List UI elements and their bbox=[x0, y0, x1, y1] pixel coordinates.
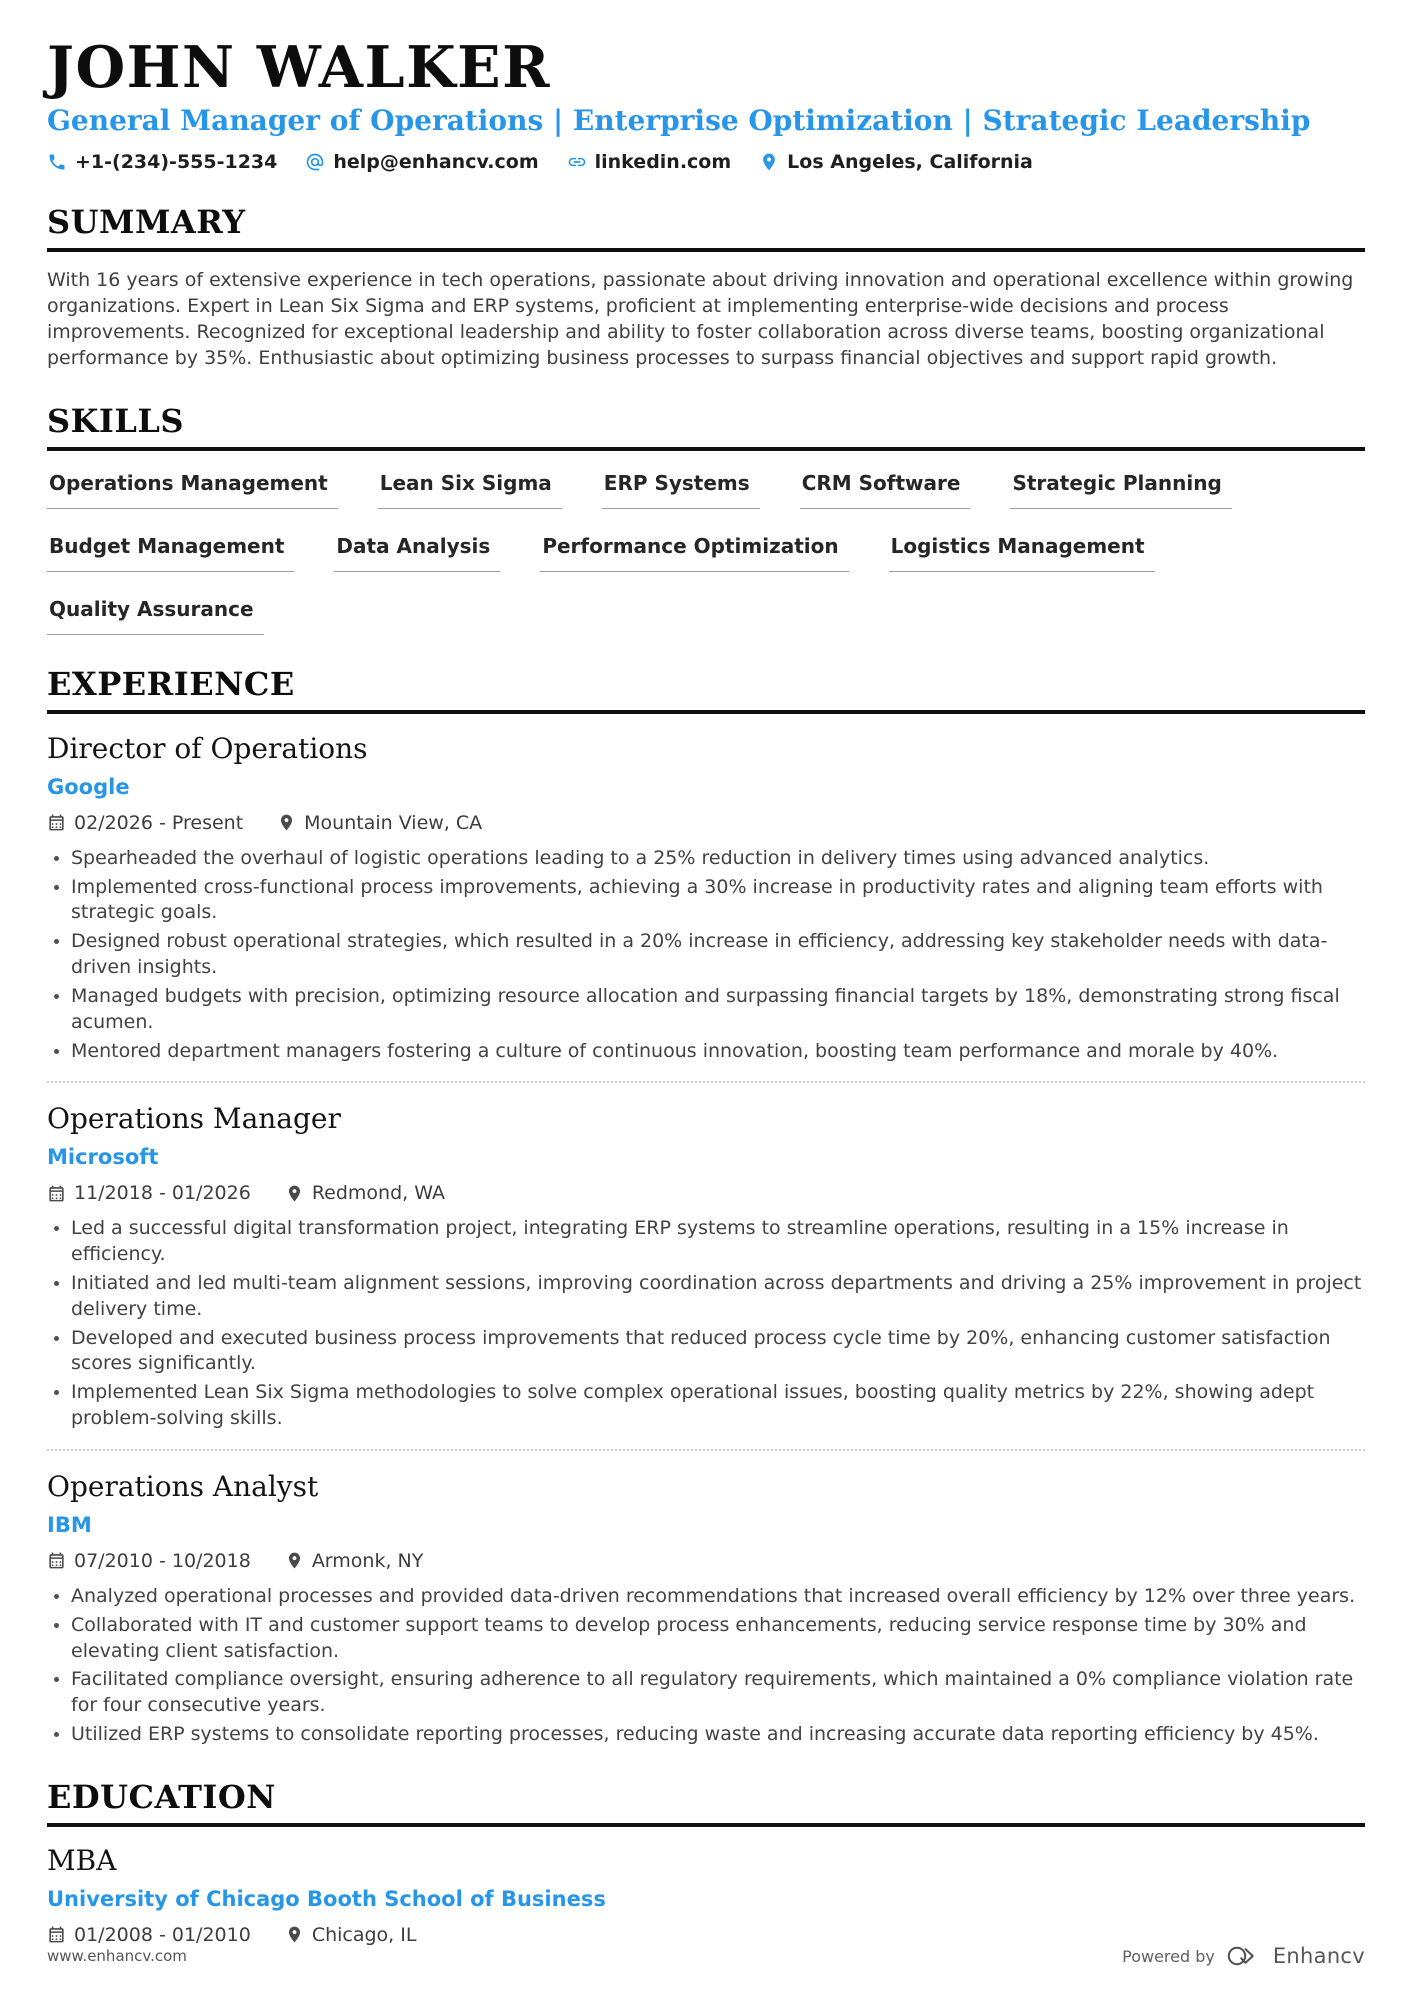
calendar-icon bbox=[47, 1184, 66, 1203]
company-name[interactable]: IBM bbox=[47, 1512, 92, 1537]
footer-site-link[interactable]: www.enhancv.com bbox=[47, 1947, 187, 1965]
job-title: Director of Operations bbox=[47, 731, 368, 765]
candidate-headline: General Manager of Operations | Enterprise Optimization | Strategic Leadership bbox=[47, 103, 1311, 137]
contact-item[interactable] bbox=[47, 151, 277, 173]
job-bullets bbox=[47, 1584, 1365, 1748]
contact-item[interactable] bbox=[305, 151, 538, 173]
job-dates-text: 02/2026 - Present bbox=[74, 811, 244, 834]
job-location-text: Redmond, WA bbox=[311, 1182, 445, 1205]
bullet-item: Facilitated compliance oversight, ensuring adherence to all regulatory requirements, which maintained a 0% compliance violation rate for four consecutive years. bbox=[47, 1667, 1365, 1719]
experience-section bbox=[47, 665, 1365, 1748]
skill-item: Logistics Management bbox=[889, 534, 1155, 572]
at-icon bbox=[305, 152, 325, 172]
bullet-item: Initiated and led multi-team alignment sessions, improving coordination across departments and driving a 25% improvement in project delivery time. bbox=[47, 1271, 1365, 1323]
job-bullets bbox=[47, 846, 1365, 1065]
job-entry bbox=[47, 1449, 1365, 1748]
skills-list bbox=[47, 471, 1365, 635]
bullet-item: Analyzed operational processes and provided data-driven recommendations that increased overall efficiency by 12% over three years. bbox=[47, 1584, 1365, 1610]
powered-by[interactable] bbox=[1122, 1943, 1365, 1969]
resume-header bbox=[47, 36, 1365, 173]
bullet-item: Designed robust operational strategies, which resulted in a 20% increase in efficiency, addressing key stakeholder needs with data-driven insights. bbox=[47, 929, 1365, 981]
job-dates bbox=[47, 1182, 251, 1204]
brand-name: Enhancv bbox=[1272, 1944, 1365, 1968]
job-dates-text: 11/2018 - 01/2026 bbox=[74, 1182, 251, 1205]
powered-by-label: Powered by bbox=[1122, 1946, 1215, 1966]
job-location-text: Mountain View, CA bbox=[304, 811, 483, 834]
job-title: Operations Manager bbox=[47, 1102, 341, 1136]
contact-item[interactable] bbox=[567, 151, 732, 173]
bullet-item: Implemented cross-functional process improvements, achieving a 30% increase in productivity rates and aligning team efforts with strategic goals. bbox=[47, 875, 1365, 927]
edu-dates-text: 01/2008 - 01/2010 bbox=[74, 1923, 251, 1946]
skills-row bbox=[47, 471, 1365, 509]
pin-icon bbox=[285, 1925, 304, 1944]
skills-row bbox=[47, 597, 1365, 635]
job-title: Operations Analyst bbox=[47, 1469, 319, 1503]
job-entry bbox=[47, 732, 1365, 1065]
candidate-name: JOHN WALKER bbox=[47, 34, 551, 101]
summary-text: With 16 years of extensive experience in tech operations, passionate about driving innovation and operational excellence within growing organizations. Expert in Lean Six Sigma and ERP systems, proficient at implementing enterprise-wide decisions and process improvements. Recognized for exceptional leadership and ability to foster collaboration across diverse teams, boosting organizational performance by 35%. Enthusiastic about optimizing business processes to surpass financial objectives and support rapid growth. bbox=[47, 268, 1354, 370]
bullet-item: Implemented Lean Six Sigma methodologies to solve complex operational issues, boosting quality metrics by 22%, showing adept problem-solving skills. bbox=[47, 1380, 1365, 1432]
bullet-item: Mentored department managers fostering a culture of continuous innovation, boosting team performance and morale by 40%. bbox=[47, 1039, 1365, 1065]
pin-icon bbox=[285, 1184, 304, 1203]
skill-item: Performance Optimization bbox=[540, 534, 848, 572]
bullet-item: Developed and executed business process improvements that reduced process cycle time by 20%, enhancing customer satisfaction scores significantly. bbox=[47, 1326, 1365, 1378]
pin-icon bbox=[759, 152, 779, 172]
summary-section bbox=[47, 203, 1365, 372]
job-dates bbox=[47, 812, 243, 834]
calendar-icon bbox=[47, 1551, 66, 1570]
edu-location-text: Chicago, IL bbox=[311, 1923, 417, 1946]
skill-item: Budget Management bbox=[47, 534, 294, 572]
contact-text: Los Angeles, California bbox=[787, 150, 1033, 173]
education-section bbox=[47, 1778, 1365, 1946]
bullet-item: Collaborated with IT and customer support teams to develop process enhancements, reducing service response time by 30% and elevating client satisfaction. bbox=[47, 1613, 1365, 1665]
jobs-list bbox=[47, 732, 1365, 1748]
skill-item: Quality Assurance bbox=[47, 597, 264, 635]
skills-section bbox=[47, 402, 1365, 635]
skill-item: Operations Management bbox=[47, 471, 338, 509]
job-location bbox=[285, 1182, 445, 1204]
section-rule bbox=[47, 1823, 1365, 1827]
job-meta bbox=[47, 1182, 1365, 1204]
section-rule bbox=[47, 447, 1365, 451]
job-location bbox=[277, 812, 482, 834]
job-bullets bbox=[47, 1216, 1365, 1432]
skill-item: Lean Six Sigma bbox=[378, 471, 562, 509]
enhancv-logo-icon bbox=[1227, 1943, 1261, 1969]
job-dates-text: 07/2010 - 10/2018 bbox=[74, 1549, 251, 1572]
skills-heading: SKILLS bbox=[47, 401, 184, 440]
education-heading: EDUCATION bbox=[47, 1777, 276, 1816]
contact-item[interactable] bbox=[759, 151, 1033, 173]
contact-text: help@enhancv.com bbox=[333, 150, 539, 173]
section-rule bbox=[47, 710, 1365, 714]
degree-title: MBA bbox=[47, 1843, 117, 1877]
bullet-item: Led a successful digital transformation project, integrating ERP systems to streamline operations, resulting in a 15% increase in efficiency. bbox=[47, 1216, 1365, 1268]
pin-icon bbox=[285, 1551, 304, 1570]
company-name[interactable]: Microsoft bbox=[47, 1145, 159, 1170]
job-location bbox=[285, 1550, 424, 1572]
job-dates bbox=[47, 1550, 251, 1572]
job-meta bbox=[47, 812, 1365, 834]
job-meta bbox=[47, 1550, 1365, 1572]
link-icon bbox=[567, 152, 587, 172]
bullet-item: Managed budgets with precision, optimizing resource allocation and surpassing financial targets by 18%, demonstrating strong fiscal acumen. bbox=[47, 984, 1365, 1036]
skills-row bbox=[47, 534, 1365, 572]
calendar-icon bbox=[47, 1925, 66, 1944]
pin-icon bbox=[277, 813, 296, 832]
summary-heading: SUMMARY bbox=[47, 202, 246, 241]
school-name[interactable]: University of Chicago Booth School of Business bbox=[47, 1886, 606, 1911]
section-rule bbox=[47, 248, 1365, 252]
contact-text: +1-(234)-555-1234 bbox=[75, 150, 278, 173]
skill-item: Data Analysis bbox=[334, 534, 500, 572]
bullet-item: Spearheaded the overhaul of logistic operations leading to a 25% reduction in delivery times using advanced analytics. bbox=[47, 846, 1365, 872]
contact-row bbox=[47, 151, 1365, 173]
company-name[interactable]: Google bbox=[47, 774, 130, 799]
skill-item: CRM Software bbox=[800, 471, 971, 509]
page-footer bbox=[47, 1943, 1365, 1969]
contact-text: linkedin.com bbox=[594, 150, 732, 173]
calendar-icon bbox=[47, 813, 66, 832]
skill-item: Strategic Planning bbox=[1010, 471, 1231, 509]
bullet-item: Utilized ERP systems to consolidate reporting processes, reducing waste and increasing accurate data reporting efficiency by 45%. bbox=[47, 1722, 1365, 1748]
job-entry bbox=[47, 1081, 1365, 1432]
skill-item: ERP Systems bbox=[602, 471, 760, 509]
experience-heading: EXPERIENCE bbox=[47, 664, 295, 703]
phone-icon bbox=[47, 152, 67, 172]
job-location-text: Armonk, NY bbox=[311, 1549, 424, 1572]
